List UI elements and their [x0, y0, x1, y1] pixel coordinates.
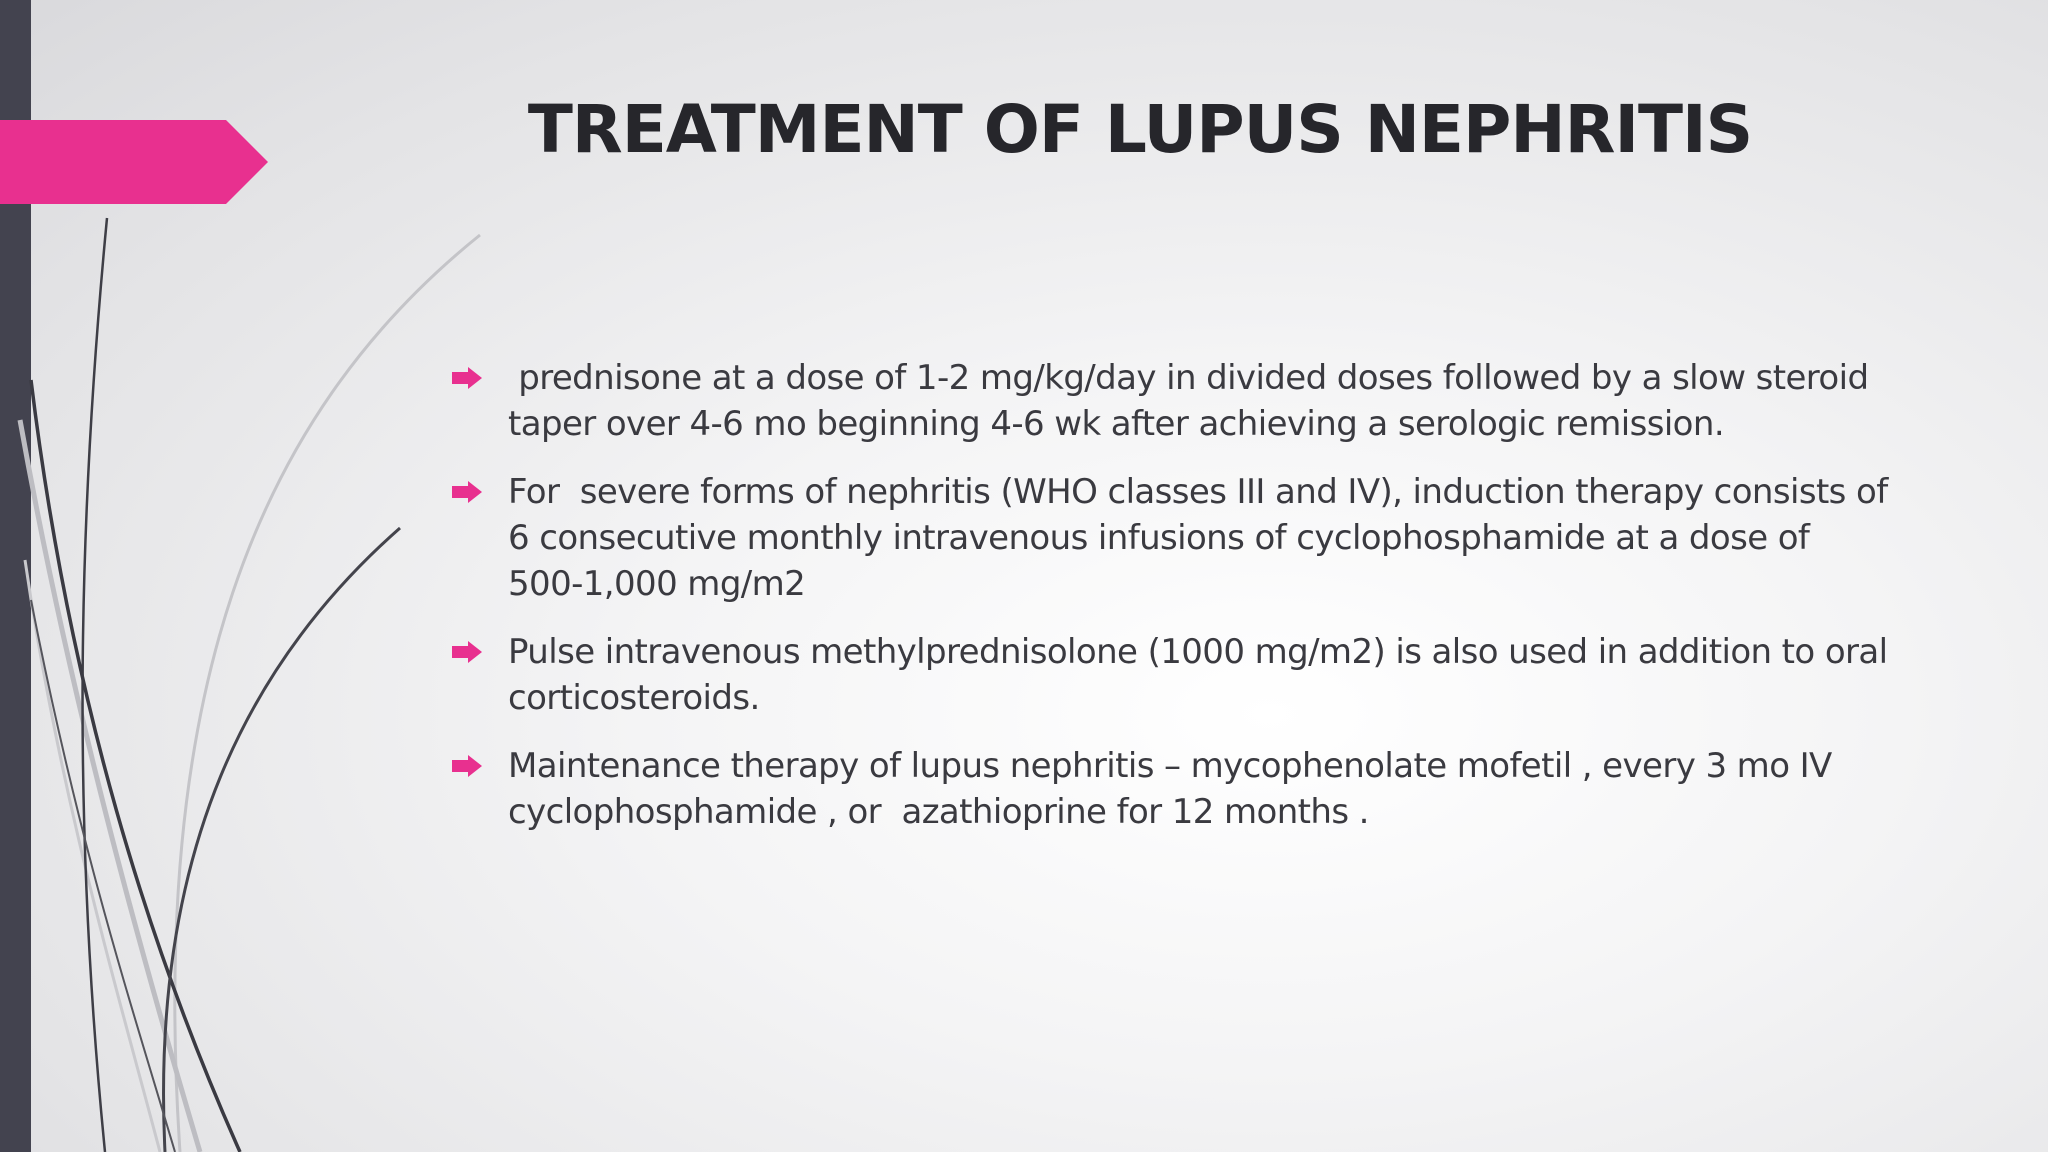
bullet-text: Pulse intravenous methylprednisolone (1000 mg/m2) is also used in addition to oral corticosteroids.	[508, 632, 1898, 718]
bullet-text: Maintenance therapy of lupus nephritis – mycophenolate mofetil , every 3 mo IV cyclophosphamide , or azathioprine for 12 months .	[508, 746, 1842, 832]
pink-arrow-bullet-icon	[450, 469, 508, 515]
bullet-list	[450, 355, 1898, 857]
pink-arrow-bullet-icon	[450, 355, 508, 401]
decor-curve-light-1	[175, 235, 480, 1152]
pink-arrow-banner	[0, 120, 268, 204]
bullet-text: prednisone at a dose of 1-2 mg/kg/day in divided doses followed by a slow steroid taper over 4-6 mo beginning 4-6 wk after achieving a serologic remission.	[508, 358, 1879, 444]
decor-curve-light-3	[25, 560, 160, 1152]
list-item	[450, 469, 1898, 607]
list-item	[450, 629, 1898, 721]
decor-curve-dark-1	[83, 218, 107, 1152]
pink-arrow-bullet-icon	[450, 743, 508, 789]
slide-title: TREATMENT OF LUPUS NEPHRITIS	[527, 91, 1753, 168]
pink-arrow-bullet-icon	[450, 629, 508, 675]
decor-curve-dark-4	[31, 600, 175, 1152]
list-item	[450, 743, 1890, 835]
list-item	[450, 355, 1890, 447]
bullet-text: For severe forms of nephritis (WHO classes III and IV), induction therapy consists of 6 consecutive monthly intravenous infusions of cyclophosphamide at a dose of 500-1,000 mg/m2	[508, 472, 1898, 604]
